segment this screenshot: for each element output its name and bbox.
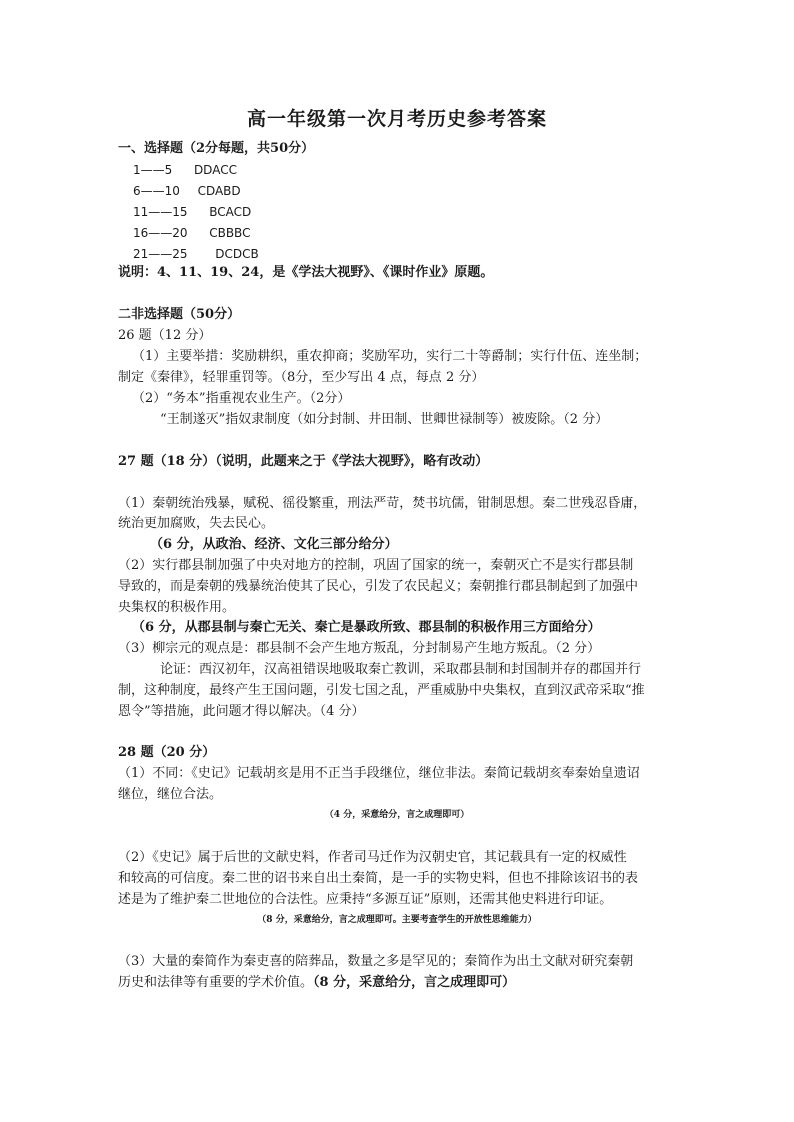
- answer-range: 16——20: [133, 226, 188, 240]
- answer-row: [133, 202, 251, 222]
- answer-row: [133, 181, 241, 201]
- answer-letters: DDACC: [193, 163, 237, 177]
- section2-heading: 二非选择题（50分）: [118, 307, 241, 322]
- q26-text: 制定《秦律》，轻罪重罚等。（8分，至少写出 4 点，每点 2 分）: [118, 370, 485, 385]
- q28-text-part: 历史和法律等有重要的学术价值。: [118, 975, 314, 990]
- section1-heading: 一、选择题（2分每题，共50分）: [118, 141, 315, 156]
- q26-text: （1）主要举措：奖励耕织，重农抑商；奖励军功，实行二十等爵制；实行什伍、连坐制；: [132, 349, 648, 364]
- q28-score: （8 分，采意给分，言之成理即可。主要考查学生的开放性思维能力）: [257, 915, 537, 925]
- q26-text: “王制遂灭”指奴隶制度（如分封制、井田制、世卿世禄制等）被废除。（2 分）: [160, 412, 609, 427]
- page-title: 高一年级第一次月考历史参考答案: [246, 108, 547, 130]
- q27-text: （1）秦朝统治残暴，赋税、徭役繁重，刑法严苛，焚书坑儒，钳制思想。秦二世残忍昏庸，: [118, 496, 647, 511]
- answer-range: 11——15: [133, 205, 188, 219]
- q28-text: （1）不同：《史记》记载胡亥是用不正当手段继位，继位非法。秦简记载胡亥奉秦始皇遗诏: [118, 766, 640, 781]
- answer-row: [133, 160, 237, 180]
- q27-text: 统治更加腐败，失去民心。: [118, 516, 275, 531]
- q27-heading: 27 题（18 分）（说明，此题来之于《学法大视野》，略有改动）: [118, 454, 489, 469]
- q28-heading: 28 题（20 分）: [118, 745, 216, 760]
- q28-score: （4 分，采意给分，言之成理即可）: [324, 810, 470, 820]
- q28-text: （2）《史记》属于后世的文献史料，作者司马迁作为汉朝史官，其记载具有一定的权威性: [118, 850, 627, 865]
- q26-text: （2）“务本”指重视农业生产。（2分）: [132, 391, 351, 406]
- answer-letters: BCACD: [209, 205, 252, 219]
- section1-note: 说明：4、11、19、24，是《学法大视野》、《课时作业》原题。: [118, 265, 494, 280]
- answer-range: 21——25: [133, 247, 188, 261]
- q28-text: （3）大量的秦简作为秦吏喜的陪葬品，数量之多是罕见的；秦简作为出土文献对研究秦朝: [118, 954, 634, 969]
- q27-text: 论证：西汉初年，汉高祖错误地吸取秦亡教训，采取郡县制和封国制并存的郡国并行: [160, 662, 642, 677]
- q26-heading: 26 题（12 分）: [118, 328, 212, 343]
- q28-score: （8 分，采意给分，言之成理即可）: [313, 975, 516, 990]
- answer-letters: DCDCB: [215, 247, 259, 261]
- q28-text: [118, 973, 515, 993]
- answer-letters: CBBBC: [209, 226, 251, 240]
- answer-row: [133, 244, 259, 264]
- q27-text: 制，这种制度，最终产生王国问题，引发七国之乱，严重威胁中央集权，直到汉武帝采取“推: [118, 683, 645, 698]
- q27-score: （6 分，从政治、经济、文化三部分给分）: [150, 537, 398, 552]
- answer-range: 1——5: [133, 163, 173, 177]
- q28-text: 述是为了维护秦二世地位的合法性。应秉持“多源互证”原则，还需其他史料进行印证。: [118, 892, 613, 907]
- q27-text: 导致的，而是秦朝的残暴统治使其了民心，引发了农民起义；秦朝推行郡县制起到了加强中: [118, 579, 639, 594]
- q27-text: 恩令”等措施，此问题才得以解决。（4 分）: [118, 704, 365, 719]
- q28-text: 和较高的可信度。秦二世的诏书来自出土秦简，是一手的实物史料，但也不排除该诏书的表: [118, 871, 639, 886]
- q27-text: （2）实行郡县制加强了中央对地方的控制，巩固了国家的统一，秦朝灭亡不是实行郡县制: [118, 558, 634, 573]
- answer-letters: CDABD: [197, 184, 241, 198]
- q27-text: （3）柳宗元的观点是：郡县制不会产生地方叛乱，分封制易产生地方叛乱。（2 分）: [118, 641, 601, 656]
- answer-row: [133, 223, 250, 243]
- q28-text: 继位，继位合法。: [118, 787, 223, 802]
- answer-range: 6——10: [133, 184, 180, 198]
- q27-text: 央集权的积极作用。: [118, 600, 236, 615]
- q27-score: （6 分，从郡县制与秦亡无关、秦亡是暴政所致、郡县制的积极作用三方面给分）: [132, 620, 601, 635]
